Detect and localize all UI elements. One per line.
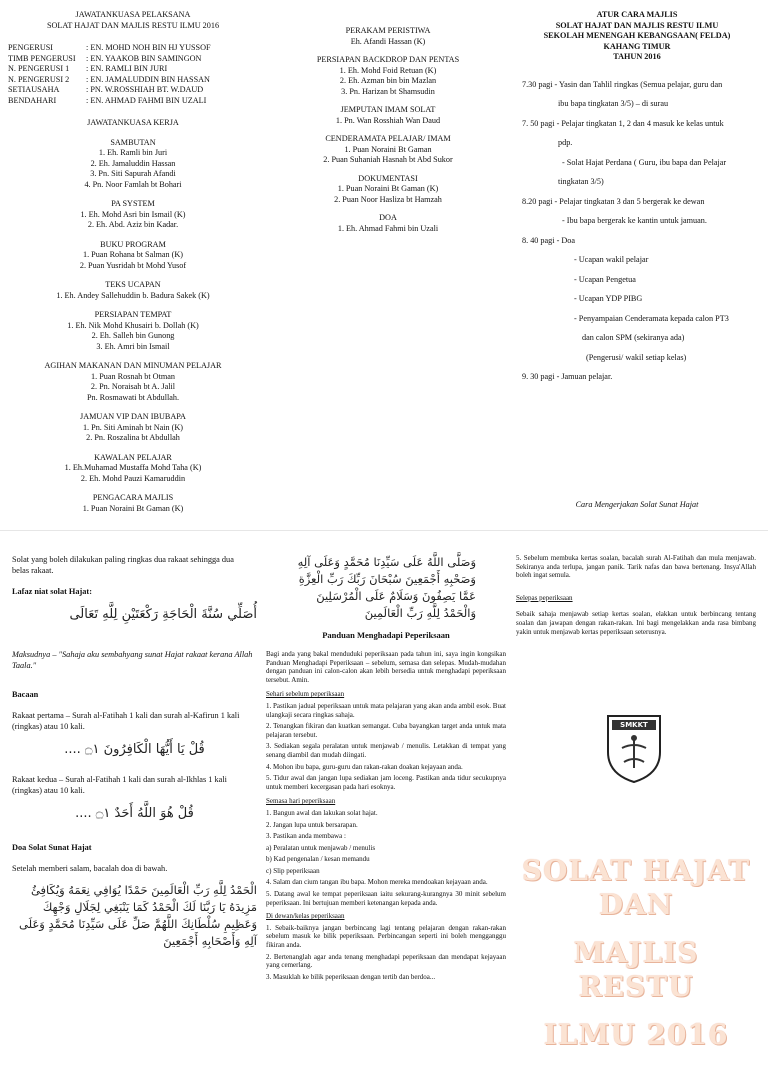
committee-member: 2. Pn. Noraisah bt A. Jalil — [90, 382, 176, 391]
officer-row — [8, 85, 258, 96]
intro-text: Solat yang boleh dilakukan paling ringkas dua rakaat sehingga dua belas rakaat. — [12, 555, 234, 575]
committee-member: 4. Pn. Noor Famlah bt Bohari — [84, 179, 182, 189]
schedule-line: - Ucapan wakil pelajar — [574, 255, 649, 264]
programme-title-line: TAHUN 2016 — [613, 52, 661, 61]
committee-group-title: PENGACARA MAJLIS — [92, 493, 174, 502]
officer-role: N. PENGERUSI 2 — [8, 74, 70, 84]
committee-group — [8, 199, 258, 231]
programme-title-line: SOLAT HAJAT DAN MAJLIS RESTU ILMU — [555, 20, 719, 30]
guide-item: 2. Tenangkan fikiran dan kuatkan semangat. Cuba bayangkan target anda untuk mata pelajaran tersebut. — [266, 722, 506, 739]
committee-group-title: DOA — [379, 213, 397, 222]
committee-event: SOLAT HAJAT DAN MAJLIS RESTU ILMU 2016 — [46, 20, 220, 30]
committee-group — [268, 174, 508, 206]
guide-item: 1. Pastikan jadual peperiksaan untuk mata pelajaran yang akan anda ambil esok. Buat ulangkaji secara ringkas sahaja. — [266, 701, 506, 719]
schedule-line: 7.30 pagi - Yasin dan Tahlil ringkas (Semua pelajar, guru dan — [522, 79, 723, 89]
guide-item: 2. Jangan lupa untuk bersarapan. — [266, 820, 358, 829]
committee-group-title: PERSIAPAN BACKDROP DAN PENTAS — [316, 55, 460, 64]
committee-group — [8, 493, 258, 514]
schedule-line: 9. 30 pagi - Jamuan pelajar. — [522, 372, 613, 381]
guide-item: 2. Bertenanglah agar anda tenang menghadapi peperiksaan dan mendapat kejayaan yang cemerlang. — [266, 952, 506, 970]
schedule-line: tingkatan 3/5) — [558, 177, 604, 186]
guide-item: 3. Masuklah ke bilik peperiksaan dengan tertib dan berdoa... — [266, 972, 436, 981]
guide-item: a) Peralatan untuk menjawab / menulis — [266, 843, 376, 852]
committee-group-title: PA SYSTEM — [111, 199, 155, 208]
schedule-line: - Ucapan Pengetua — [574, 274, 636, 284]
committee-group — [8, 412, 258, 444]
committee-member: 2. Eh. Jamaluddin Hassan — [90, 158, 176, 168]
committee-member: 1. Eh. Ahmad Fahmi bin Uzali — [337, 223, 439, 233]
committee-group-title: PERAKAM PERISTIWA — [345, 26, 431, 35]
schedule-line: pdp. — [558, 138, 573, 147]
committee-member: 2. Puan Noor Hasliza bt Hamzah — [334, 194, 442, 204]
committee-member: 2. Puan Suhaniah Hasnah bt Abd Sukor — [323, 155, 453, 164]
committee-group-title: JAMUAN VIP DAN IBUBAPA — [80, 412, 186, 421]
crest-text: SMKKT — [620, 721, 648, 729]
programme-title-line: KAHANG TIMUR — [603, 41, 671, 51]
committee-member: Pn. Rosmawati bt Abdullah. — [86, 392, 180, 402]
committee-group-title: TEKS UCAPAN — [105, 280, 161, 289]
committee-member: 2. Pn. Roszalina bt Abdullah — [86, 433, 180, 442]
officer-row — [8, 96, 258, 107]
committee-group — [268, 105, 508, 126]
officer-name: : EN. AHMAD FAHMI BIN UZALI — [86, 95, 207, 105]
exam-tip-5: 5. Sebelum membuka kertas soalan, bacalah surah Al-Fatihah dan mula menjawab. Sekiranya anda terlupa, jangan panik. Tarik nafas dan bawa bertenang. Insya'Allah boleh ingat semula. — [516, 554, 756, 580]
committee-member: 2. Eh. Salleh bin Gunong — [91, 331, 175, 340]
guide-item: 5. Datang awal ke tempat peperiksaan iaitu sekurang-kurangnya 30 minit sebelum peperiksaan. Ini bertujuan memberi ketenangan kepada anda. — [266, 890, 506, 907]
committee-member: 3. Pn. Harizan bt Shamsudin — [341, 86, 435, 96]
officer-row — [8, 43, 258, 54]
guide-item: 3. Pastikan anda membawa : — [266, 832, 346, 841]
officer-role: PENGERUSI — [8, 43, 54, 52]
guide-item: 1. Sebaik-baiknya jangan berbincang lagi tentang pelajaran dengan rakan-rakan sebelum masuk ke bilik peperiksaan. Perbincangan seperti ini boleh mengganggu fikiran anda. — [266, 923, 506, 950]
after-exam-label: Selepas peperiksaan — [516, 593, 573, 602]
committee-member: 1. Puan Noraini Bt Gaman — [344, 144, 432, 154]
panel-exam-guide — [266, 554, 506, 981]
committee-member: 3. Eh. Amri bin Ismail — [96, 341, 170, 351]
schedule-line: (Pengerusi/ wakil setiap kelas) — [586, 352, 687, 362]
officer-name: : EN. MOHD NOH BIN HJ YUSSOF — [86, 43, 211, 52]
exam-guide-title: Panduan Menghadapi Peperiksaan — [322, 630, 450, 640]
schedule-line: - Penyampaian Cenderamata kepada calon PT3 — [574, 313, 729, 323]
committee-member: 1. Eh.Muhamad Mustaffa Mohd Taha (K) — [64, 463, 202, 472]
officer-name: : EN. JAMALUDDIN BIN HASSAN — [86, 74, 210, 84]
committee-group-title: JEMPUTAN IMAM SOLAT — [340, 105, 436, 114]
panel-solat-hajat — [12, 554, 257, 950]
in-hall-label: Di dewan/kelas peperiksaan — [266, 912, 345, 921]
officer-row — [8, 54, 258, 65]
schedule-line: - Ibu bapa bergerak ke kantin untuk jamuan. — [562, 216, 707, 225]
programme-title — [512, 10, 762, 63]
committee-group — [268, 213, 508, 234]
solat-method-footer: Cara Mengerjakan Solat Sunat Hajat — [575, 500, 699, 509]
committee-group — [8, 240, 258, 272]
cover-title — [516, 854, 756, 1066]
committee-group-title: AGIHAN MAKANAN DAN MINUMAN PELAJAR — [44, 361, 222, 370]
kafirun-arabic: قُلْ يَا أَيُّهَا الْكَافِرُونَ ۝١ .... — [64, 742, 205, 757]
rakaat-2-text: Rakaat kedua – Surah al-Fatihah 1 kali dan surah al-Ikhlas 1 kali (ringkas) atau 10 kali. — [12, 775, 227, 795]
closing-arabic: وَصَلَّى اللَّهُ عَلَى سَيِّدِنَا مُحَمَّدٍ وَعَلَى آلِهِ وَصَحْبِهِ أَجْمَعِينَ سُبْحَانَ رَبِّكَ رَبِّ الْعِزَّةِ عَمَّا يَصِفُونَ وَسَلَامٌ عَلَى الْمُرْسَلِينَ وَالْحَمْدُ لِلَّهِ رَبِّ الْعَالَمِينَ — [297, 555, 476, 620]
officer-role: N. PENGERUSI 1 — [8, 64, 70, 73]
committee-member: 2. Eh. Mohd Pauzi Kamaruddin — [80, 473, 186, 483]
committee-groups — [8, 138, 258, 515]
committee-group-title: CENDERAMATA PELAJAR/ IMAM — [325, 134, 451, 143]
committee-member: 1. Eh. Mohd Asri bin Ismail (K) — [80, 209, 186, 219]
cover-title-line: SOLAT HAJAT DAN — [521, 854, 751, 921]
committee-group — [268, 26, 508, 47]
before-exam-label: Sehari sebelum peperiksaan — [266, 690, 345, 699]
committee-member: 3. Pn. Siti Sapurah Afandi — [90, 169, 176, 178]
doa-arabic: الْحَمْدُ لِلَّهِ رَبِّ الْعَالَمِينَ حَمْدًا يُوَافِي نِعَمَهُ وَيُكَافِئُ مَزِيدَهُ يَا رَبَّنَا لَكَ الْحَمْدُ كَمَا يَنْبَغِي لِجَلَالِ وَجْهِكَ وَعَظِيمِ سُلْطَانِكَ اللَّهُمَّ صَلِّ عَلَى سَيِّدِنَا مُحَمَّدٍ وَعَلَى آلِهِ وَأَصْحَابِهِ أَجْمَعِينَ — [19, 883, 257, 948]
committee-member: 1. Puan Noraini Bt Gaman (K) — [82, 503, 184, 513]
officer-row — [8, 64, 258, 75]
committee-group — [8, 361, 258, 403]
schedule-line: - Solat Hajat Perdana ( Guru, ibu bapa dan Pelajar — [562, 157, 727, 167]
during-exam-list — [266, 809, 506, 907]
schedule-line: dan calon SPM (sekiranya ada) — [582, 333, 685, 342]
officer-name: : EN. RAMLI BIN JURI — [86, 64, 168, 73]
guide-item: 1. Bangun awal dan lakukan solat hajat. — [266, 808, 378, 817]
officer-role: BENDAHARI — [8, 95, 57, 105]
committee-group — [8, 310, 258, 352]
programme-title-line: SEKOLAH MENENGAH KEBANGSAAN( FELDA) — [543, 31, 731, 40]
committee-member: 2. Puan Yusridah bt Mohd Yusof — [79, 260, 187, 270]
cover-title-line: MAJLIS RESTU — [573, 936, 699, 1003]
committee-member: 1. Eh. Mohd Foid Retuan (K) — [339, 65, 437, 75]
officer-role: SETIAUSAHA — [8, 85, 60, 94]
committee-member: 1. Pn. Wan Rosshiah Wan Daud — [335, 115, 441, 125]
guide-item: 3. Sediakan segala peralatan untuk menjawab / menulis. Letakkan di tempat yang senang diambil dan mudah diingati. — [266, 742, 506, 759]
working-committee-heading: JAWATANKUASA KERJA — [87, 118, 179, 127]
committee-member: 1. Puan Rohana bt Salman (K) — [82, 250, 184, 259]
during-exam-label: Semasa hari peperiksaan — [266, 797, 336, 806]
before-exam-list — [266, 702, 506, 791]
guide-item: 4. Mohon ibu bapa, guru-guru dan rakan-rakan doakan kejayaan anda. — [266, 762, 463, 771]
committee-member: 1. Eh. Ramli bin Juri — [98, 148, 168, 157]
committee-member: Eh. Afandi Hassan (K) — [350, 36, 426, 46]
officer-role: TIMB PENGERUSI — [8, 53, 76, 63]
guide-item: 5. Tidur awal dan jangan lupa sediakan jam loceng. Pastikan anda tidur secukupnya untuk memberi kecergasan pada hari esoknya. — [266, 774, 506, 791]
committee-member: 2. Eh. Azman bin bin Mazlan — [339, 76, 437, 85]
niat-arabic: أُصَلِّي سُنَّةَ الْحَاجَةِ رَكْعَتَيْنِ لِلَّهِ تَعَالَى — [69, 607, 257, 622]
committee-group — [8, 280, 258, 301]
committee-group-title: PERSIAPAN TEMPAT — [94, 310, 172, 319]
committee-group-title: DOKUMENTASI — [358, 173, 418, 183]
committee-member: 1. Pn. Siti Aminah bt Nain (K) — [82, 422, 184, 432]
committee-heading: JAWATANKUASA PELAKSANA — [75, 10, 191, 19]
schedule-line: 7. 50 pagi - Pelajar tingkatan 1, 2 dan 4 masuk ke kelas untuk — [522, 118, 724, 128]
committee-member: 1. Eh. Nik Mohd Khusairi b. Dollah (K) — [67, 320, 199, 330]
niat-label: Lafaz niat solat Hajat: — [12, 587, 92, 596]
officer-row — [8, 75, 258, 86]
committee-group-title: KAWALAN PELAJAR — [94, 452, 172, 462]
officers-list — [8, 43, 258, 106]
schedule-line: - Ucapan YDP PIBG — [574, 294, 643, 303]
committee-member: 1. Puan Rosnah bt Otman — [91, 371, 175, 381]
committee-group — [8, 138, 258, 191]
panel-committee-2 — [268, 18, 508, 234]
exam-guide-intro: Bagi anda yang bakal menduduki peperiksaan pada tahun ini, saya ingin kongsikan Panduan Menghadapi Peperiksaan – sebelum, semasa dan selepas. Mudah-mudahan dengan panduan ini calon-calon akan lebih bersedia untuk menghadapi peperiksaan tersebut. Amin. — [266, 650, 506, 684]
in-hall-list — [266, 924, 506, 982]
panel-cover — [516, 554, 756, 1051]
programme-title-line: ATUR CARA MAJLIS — [596, 10, 678, 19]
programme-schedule — [512, 75, 762, 387]
school-crest — [604, 712, 664, 784]
panel-programme — [512, 10, 762, 509]
maksud-text: Maksudnya – "Sahaja aku sembahyang sunat Hajat rakaat kerana Allah Taala." — [12, 650, 253, 670]
officer-name: : EN. YAAKOB BIN SAMINGON — [86, 53, 202, 63]
committee-group — [268, 55, 508, 97]
schedule-line: 8. 40 pagi - Doa — [522, 235, 575, 245]
after-exam-text: Sebaik sahaja menjawab setiap kertas soalan, elakkan untuk berbincang tentang soalan dan jawapan dengan rakan-rakan. Ini bagi mengelakkan anda rasa bimbang yakin untuk menjawab kertas peperiksaan seterusnya. — [516, 610, 756, 636]
committee-member: 1. Eh. Andey Sallehuddin b. Badura Sakek (K) — [56, 290, 210, 300]
committee-groups-2 — [268, 26, 508, 234]
officer-name: : PN. W.ROSSHIAH BT. W.DAUD — [86, 85, 204, 94]
committee-group — [268, 134, 508, 166]
guide-item: 4. Salam dan cium tangan ibu bapa. Mohon mereka mendoakan kejayaan anda. — [266, 878, 488, 887]
cover-title-line: ILMU 2016 — [543, 1018, 729, 1051]
doa-label: Doa Solat Sunat Hajat — [12, 843, 92, 852]
fold-divider — [0, 530, 768, 531]
committee-group-title: BUKU PROGRAM — [100, 239, 166, 249]
doa-intro: Setelah memberi salam, bacalah doa di bawah. — [12, 864, 168, 873]
committee-group-title: SAMBUTAN — [110, 137, 156, 147]
schedule-line: 8.20 pagi - Pelajar tingkatan 3 dan 5 bergerak ke dewan — [522, 196, 705, 206]
committee-group — [8, 453, 258, 485]
guide-item: c) Slip peperiksaan — [266, 866, 320, 875]
schedule-line: ibu bapa tingkatan 3/5) – di surau — [558, 99, 669, 108]
committee-member: 2. Eh. Abd. Aziz bin Kadar. — [87, 220, 179, 229]
bacaan-label: Bacaan — [12, 690, 39, 699]
committee-member: 1. Puan Noraini Bt Gaman (K) — [337, 184, 439, 193]
ikhlas-arabic: قُلْ هُوَ اللَّهُ أَحَدٌ ۝١ .... — [75, 806, 194, 821]
rakaat-1-text: Rakaat pertama – Surah al-Fatihah 1 kali dan surah al-Kafirun 1 kali (ringkas) atau 10 kali. — [12, 711, 240, 731]
panel-committee — [8, 10, 258, 514]
guide-item: b) Kad pengenalan / kesan memandu — [266, 855, 370, 864]
